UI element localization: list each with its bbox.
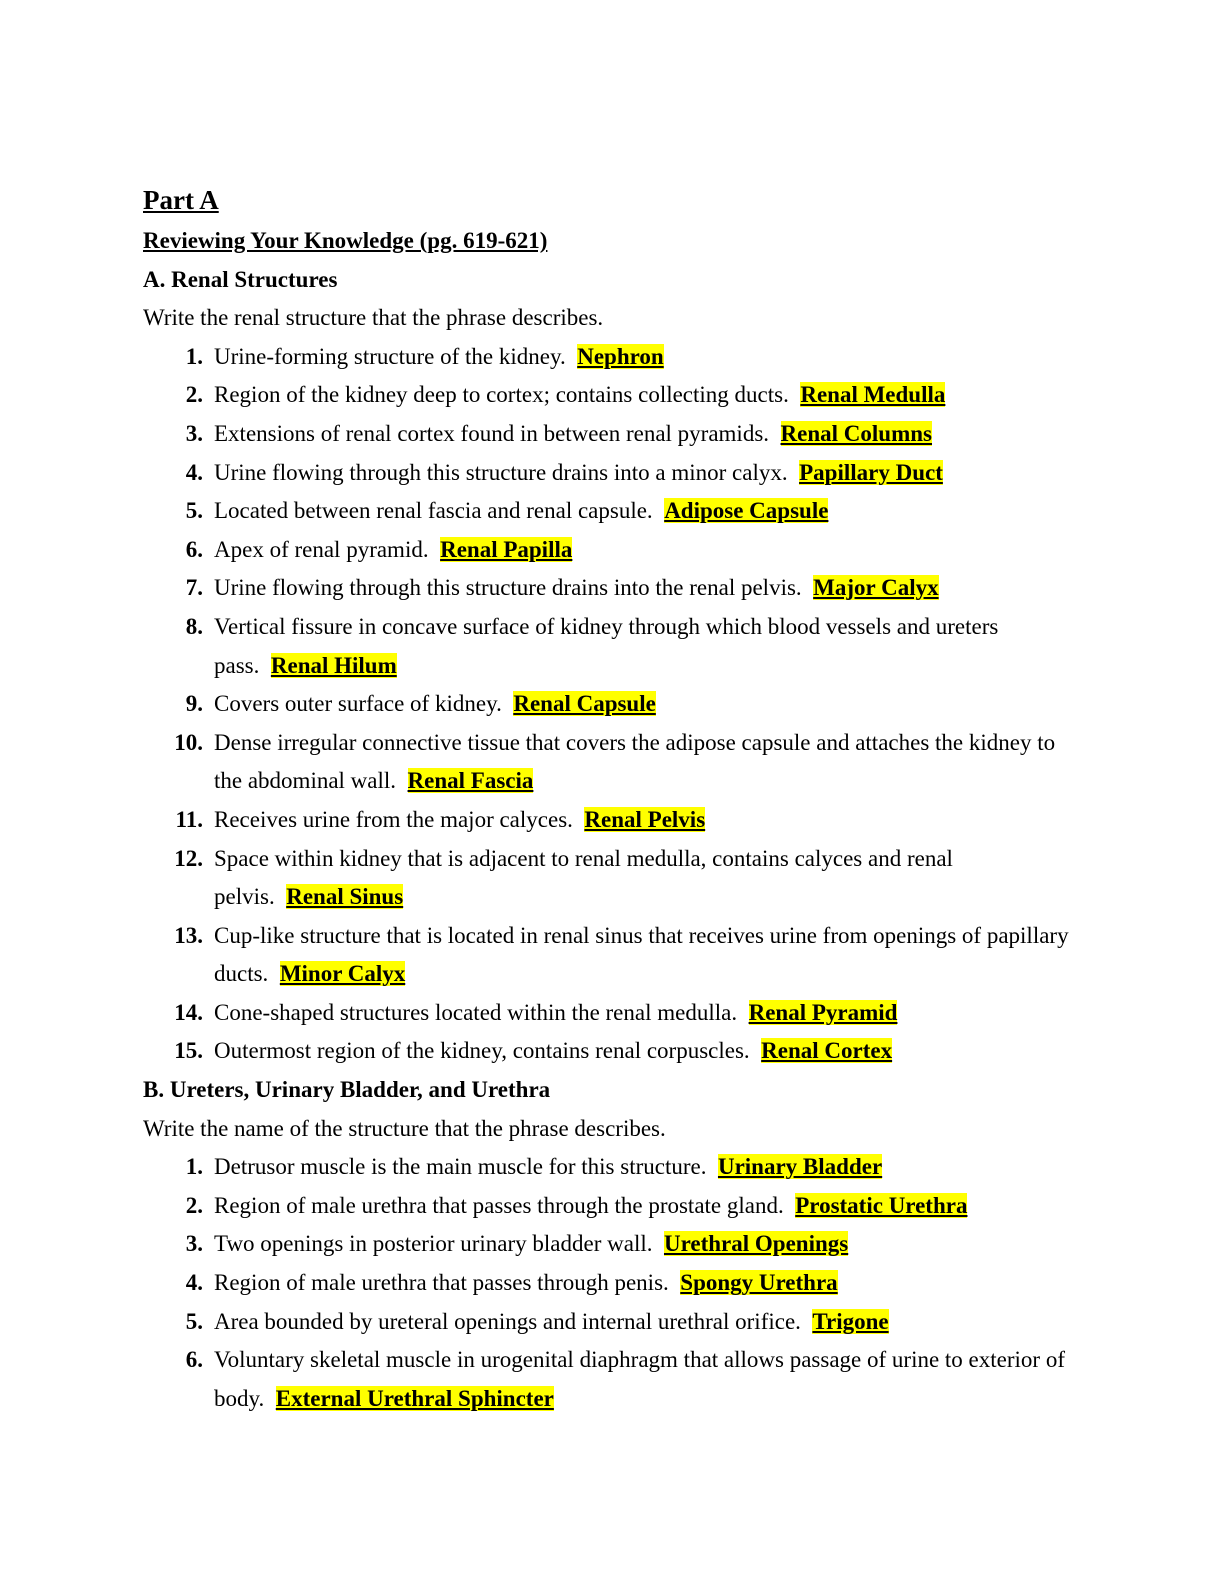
question-number: 3.	[185, 420, 203, 446]
highlighted-answer: Prostatic Urethra	[795, 1192, 968, 1218]
part-title: Part A	[143, 185, 219, 215]
question-item	[143, 1341, 1083, 1418]
question-number: 12.	[174, 845, 203, 871]
question-item	[143, 1148, 1083, 1187]
question-number: 10.	[174, 729, 203, 755]
highlighted-answer: Renal Fascia	[407, 768, 534, 794]
question-number: 2.	[185, 1192, 203, 1218]
question-number: 14.	[174, 999, 203, 1025]
highlighted-answer: Spongy Urethra	[680, 1270, 838, 1296]
section-b-question-list	[143, 1148, 1083, 1418]
highlighted-answer: Urinary Bladder	[717, 1154, 883, 1180]
question-item	[143, 376, 1083, 415]
section-a-instruction: Write the renal structure that the phrase describes.	[143, 305, 604, 331]
question-item	[143, 569, 1083, 608]
question-text: Space within kidney that is adjacent to renal medulla, contains calyces and renal pelvis.	[214, 845, 953, 910]
question-text: Two openings in posterior urinary bladder wall.	[214, 1231, 653, 1257]
section-b-instruction: Write the name of the structure that the phrase describes.	[143, 1115, 666, 1141]
question-item	[143, 1303, 1083, 1342]
question-number: 7.	[185, 575, 203, 601]
question-number: 6.	[185, 1347, 203, 1373]
section-a-title: A. Renal Structures	[143, 266, 338, 292]
highlighted-answer: Nephron	[577, 343, 664, 369]
question-number: 3.	[185, 1231, 203, 1257]
document-page	[143, 180, 1083, 1418]
highlighted-answer: Major Calyx	[813, 575, 939, 601]
question-number: 5.	[185, 1308, 203, 1334]
question-text: Detrusor muscle is the main muscle for this structure.	[214, 1154, 707, 1180]
question-text: Region of the kidney deep to cortex; contains collecting ducts.	[214, 382, 789, 408]
question-item	[143, 1187, 1083, 1226]
highlighted-answer: Renal Pelvis	[584, 806, 706, 832]
question-text: Dense irregular connective tissue that covers the adipose capsule and attaches the kidney to the abdominal wall.	[214, 729, 1056, 794]
highlighted-answer: Renal Pyramid	[748, 999, 898, 1025]
highlighted-answer: Renal Medulla	[800, 382, 946, 408]
highlighted-answer: Renal Columns	[780, 420, 932, 446]
highlighted-answer: Renal Capsule	[513, 691, 656, 717]
highlighted-answer: Minor Calyx	[279, 961, 406, 987]
question-item	[143, 454, 1083, 493]
section-a-question-list	[143, 338, 1083, 1071]
question-item	[143, 492, 1083, 531]
question-number: 11.	[175, 806, 203, 832]
question-text: Area bounded by ureteral openings and internal urethral orifice.	[214, 1308, 801, 1334]
highlighted-answer: Renal Papilla	[440, 536, 573, 562]
question-text: Cone-shaped structures located within the renal medulla.	[214, 999, 738, 1025]
question-item	[143, 724, 1083, 801]
question-text: Vertical fissure in concave surface of kidney through which blood vessels and ureters pass.	[214, 613, 999, 678]
question-item	[143, 1264, 1083, 1303]
question-number: 8.	[185, 613, 203, 639]
question-item	[143, 994, 1083, 1033]
question-number: 1.	[185, 1154, 203, 1180]
question-text: Covers outer surface of kidney.	[214, 691, 502, 717]
question-text: Cup-like structure that is located in renal sinus that receives urine from openings of papillary ducts.	[214, 922, 1069, 987]
question-number: 4.	[185, 1270, 203, 1296]
question-number: 9.	[185, 691, 203, 717]
question-number: 13.	[174, 922, 203, 948]
question-text: Urine-forming structure of the kidney.	[214, 343, 566, 369]
question-item	[143, 608, 1083, 685]
question-text: Region of male urethra that passes through the prostate gland.	[214, 1192, 784, 1218]
question-number: 4.	[185, 459, 203, 485]
highlighted-answer: Renal Sinus	[286, 884, 404, 910]
question-number: 15.	[174, 1038, 203, 1064]
question-item	[143, 840, 1083, 917]
question-number: 2.	[185, 382, 203, 408]
question-text: Extensions of renal cortex found in between renal pyramids.	[214, 420, 770, 446]
question-number: 5.	[185, 498, 203, 524]
question-text: Receives urine from the major calyces.	[214, 806, 573, 832]
highlighted-answer: Renal Cortex	[761, 1038, 893, 1064]
highlighted-answer: Adipose Capsule	[664, 498, 829, 524]
question-text: Located between renal fascia and renal capsule.	[214, 498, 653, 524]
section-b-title: B. Ureters, Urinary Bladder, and Urethra	[143, 1077, 551, 1103]
question-text: Region of male urethra that passes through penis.	[214, 1270, 669, 1296]
highlighted-answer: Urethral Openings	[663, 1231, 849, 1257]
question-item	[143, 801, 1083, 840]
question-number: 1.	[185, 343, 203, 369]
highlighted-answer: Papillary Duct	[799, 459, 943, 485]
question-text: Apex of renal pyramid.	[214, 536, 429, 562]
review-title: Reviewing Your Knowledge (pg. 619-621)	[143, 228, 548, 253]
question-text: Urine flowing through this structure drains into the renal pelvis.	[214, 575, 802, 601]
highlighted-answer: External Urethral Sphincter	[275, 1385, 554, 1411]
question-text: Outermost region of the kidney, contains renal corpuscles.	[214, 1038, 750, 1064]
question-item	[143, 531, 1083, 570]
question-item	[143, 917, 1083, 994]
question-text: Urine flowing through this structure drains into a minor calyx.	[214, 459, 788, 485]
question-item	[143, 1032, 1083, 1071]
question-item	[143, 415, 1083, 454]
question-item	[143, 1225, 1083, 1264]
question-item	[143, 338, 1083, 377]
question-item	[143, 685, 1083, 724]
question-number: 6.	[185, 536, 203, 562]
question-text: Voluntary skeletal muscle in urogenital diaphragm that allows passage of urine to exterior of body.	[214, 1347, 1065, 1411]
highlighted-answer: Trigone	[812, 1308, 889, 1334]
highlighted-answer: Renal Hilum	[270, 652, 397, 678]
